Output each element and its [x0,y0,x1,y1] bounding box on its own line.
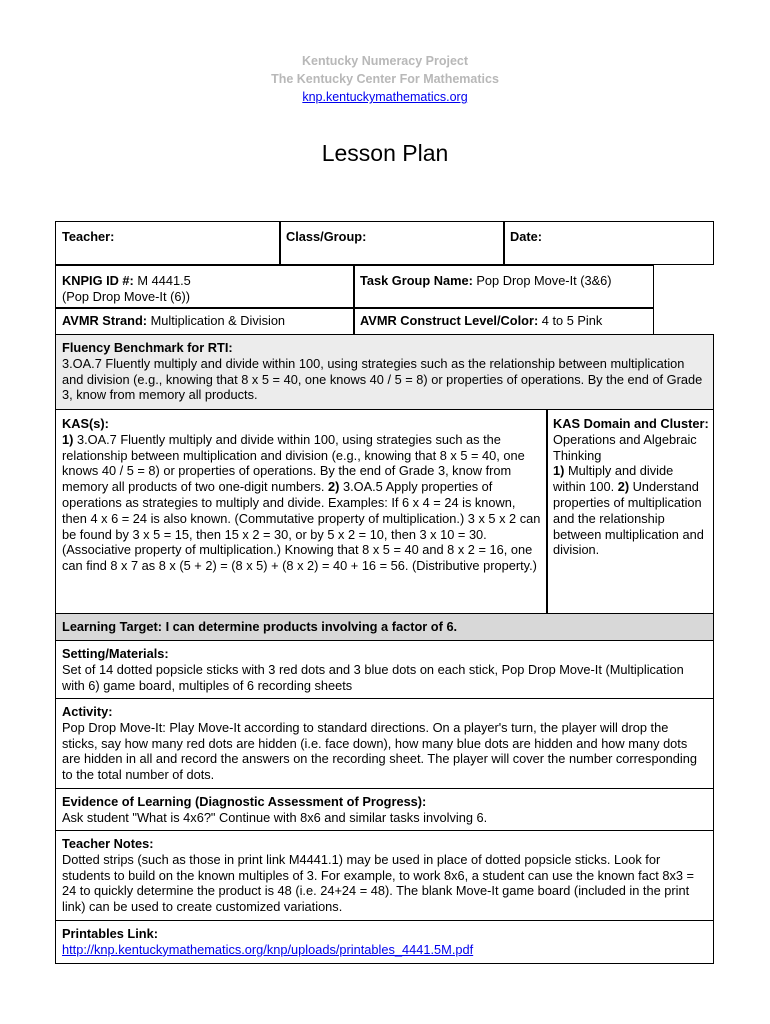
class-group-cell [279,221,505,265]
fluency-benchmark-cell [55,334,714,410]
learning-target-text: Learning Target: I can determine products involving a factor of 6. [62,619,458,634]
kas-domain-1-number: 1) [553,463,565,479]
knpig-label: KNPIG ID #: [62,273,134,288]
avmr-construct-cell [353,307,654,335]
teacher-cell [55,221,281,265]
kas-item-1-number: 1) [62,431,74,447]
avmr-strand-label: AVMR Strand: [62,313,148,328]
avmr-strand-cell [55,307,355,335]
teacher-label: Teacher: [62,229,115,244]
evidence-label: Evidence of Learning (Diagnostic Assessment of Progress): [62,794,427,809]
kas-domain-1-text: Multiply and divide within 100. [553,463,674,495]
teacher-notes-label: Teacher Notes: [62,836,154,851]
kas-item-2-text: 3.OA.5 Apply properties of operations as strategies to multiply and divide. Examples: If 6 x 4 = 24 is known, then 4 x 6 = 24 is also known. (Commutative property of multiplication.) 3 x 5 x 2 can be found by 3 x 5 = 15, then 15 x 2 = 30, or by 5 x 2 = 10, then 3 x 10 = 30. (Associative property of multiplication.) Knowing that 8 x 5 = 40 and 8 x 2 = 16, one can find 8 x 7 as 8 x (5 + 2) = (8 x 5) + (8 x 2) = 40 + 16 = 56. (Distributive property.) [62,479,541,574]
evidence-text: Ask student "What is 4x6?" Continue with 8x6 and similar tasks involving 6. [62,809,488,825]
task-group-value: Pop Drop Move-It (3&6) [472,273,612,288]
kas-domain-cell [546,409,714,614]
knpig-subtitle: (Pop Drop Move-It (6)) [62,288,191,304]
kas-domain-label: KAS Domain and Cluster: [553,416,709,431]
teacher-notes-text: Dotted strips (such as those in print link M4441.1) may be used in place of dotted popsicle sticks. Look for students to build on the known multiples of 3. For example, to work 8x6, a student can use the known fact 8x3 = 24 to quickly determine the product is 48 (i.e. 24+24 = 48). The blank Move-It game board (included in the print link) can be used to create customized variations. [62,851,695,915]
kas-item-1-text: 3.OA.7 Fluently multiply and divide within 100, using strategies such as the relationship between multiplication and division (e.g., knowing that 8 x 5 = 40, one knows 40 / 5 = 8) or properties of operations. By the end of Grade 3, know from memory all products of two one-digit numbers. [62,431,525,495]
teacher-notes-cell [55,830,714,921]
evidence-cell [55,788,714,831]
class-group-label: Class/Group: [286,229,367,244]
learning-target-cell [55,613,714,641]
kas-label: KAS(s): [62,416,109,431]
task-group-cell [353,265,654,309]
setting-text: Set of 14 dotted popsicle sticks with 3 red dots and 3 blue dots on each stick, Pop Drop Move-It (Multiplication with 6) game board, multiples of 6 recording sheets [62,661,684,693]
project-name: Kentucky Numeracy Project [301,54,469,68]
date-label: Date: [510,229,542,244]
avmr-strand-value: Multiplication & Division [147,313,286,328]
website-link[interactable]: knp.kentuckymathematics.org [302,90,468,104]
avmr-construct-label: AVMR Construct Level/Color: [360,313,539,328]
task-group-label: Task Group Name: [360,273,473,288]
fluency-text: 3.OA.7 Fluently multiply and divide within 100, using strategies such as the relationship between multiplication and division (e.g., knowing that 8 x 5 = 40, one knows 40 / 5 = 8) or properties of operations. By the end of Grade 3, know from memory all products. [62,355,703,403]
kas-domain-2-number: 2) [617,479,630,495]
activity-text: Pop Drop Move-It: Play Move-It according to standard directions. On a player's turn, the player will drop the sticks, say how many red dots are hidden (i.e. face down), how many blue dots are hidden and how many dots are hidden in all and record the answers on the recording sheet. The player will cover the number corresponding to the total number of dots. [62,719,697,783]
printables-link[interactable]: http://knp.kentuckymathematics.org/knp/uploads/printables_4441.5M.pdf [62,941,474,957]
knpig-cell [55,265,355,309]
activity-label: Activity: [62,704,113,719]
kas-item-2-number: 2) [328,479,340,495]
setting-materials-cell [55,640,714,699]
page-title: Lesson Plan [321,140,449,166]
kas-domain-2-text: Understand properties of multiplication and the relationship between multiplication and division. [553,479,704,558]
date-cell [503,221,714,265]
setting-label: Setting/Materials: [62,646,169,661]
printables-label: Printables Link: [62,926,158,941]
center-name: The Kentucky Center For Mathematics [271,72,499,86]
fluency-label: Fluency Benchmark for RTI: [62,340,233,355]
kas-cell [55,409,548,614]
knpig-value: M 4441.5 [133,273,191,288]
printables-cell [55,920,714,964]
avmr-construct-value: 4 to 5 Pink [538,313,603,328]
activity-cell [55,698,714,789]
kas-domain-text: Operations and Algebraic Thinking [553,431,697,463]
